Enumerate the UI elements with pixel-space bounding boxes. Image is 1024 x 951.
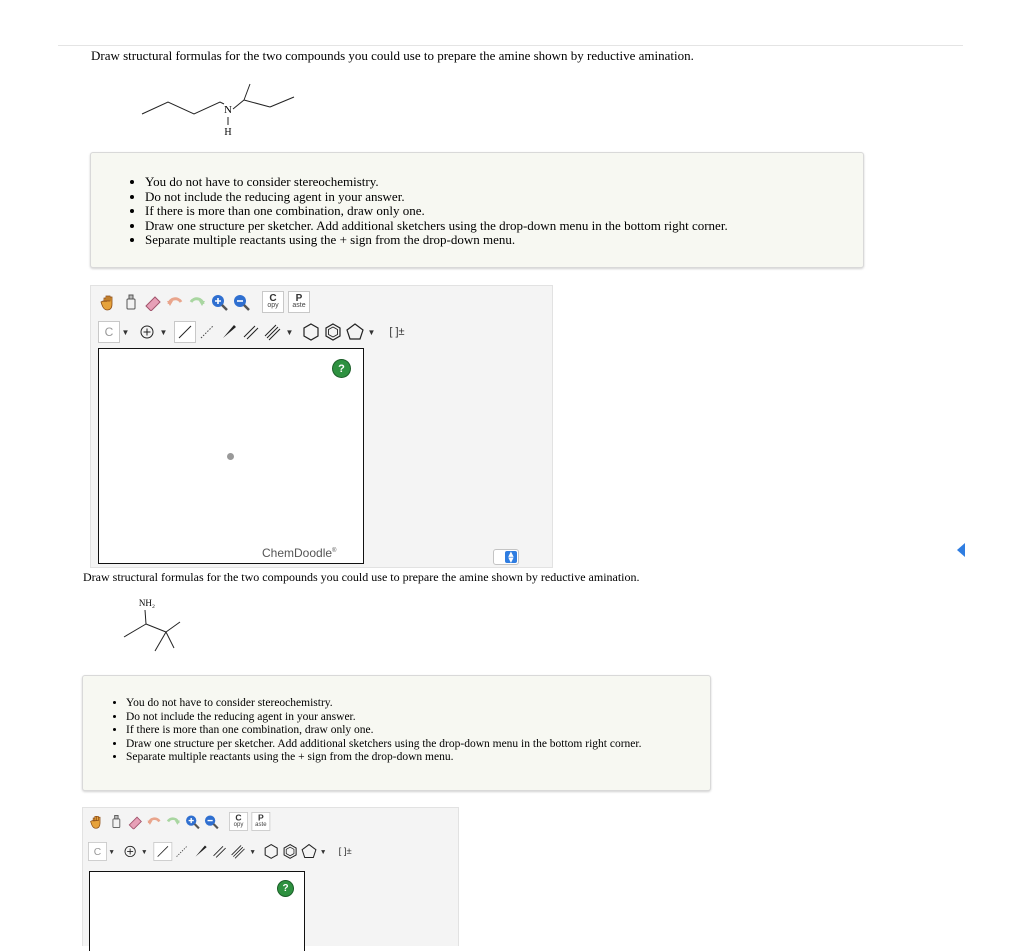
eraser-icon[interactable] [126, 812, 145, 831]
chevron-down-icon[interactable]: ▼ [140, 847, 148, 856]
instructions-box-1 [90, 152, 864, 268]
dashed-bond-icon[interactable] [196, 321, 218, 343]
list-item: • Separate multiple reactants using the + sign from the drop-down menu. [145, 233, 863, 248]
sketcher-1-toolbar-bottom [98, 321, 411, 343]
chevron-left-icon[interactable] [957, 543, 965, 557]
atom-n-label: N [224, 104, 232, 116]
redo-icon[interactable] [186, 291, 208, 313]
triple-bond-icon[interactable] [229, 842, 248, 861]
redo-icon[interactable] [164, 812, 183, 831]
cyclopentane-icon[interactable] [300, 842, 319, 861]
charge-plus-icon[interactable] [121, 842, 140, 861]
question-2-prompt: Draw structural formulas for the two compounds you could use to prepare the amine shown by reductive amination. [83, 570, 640, 584]
zoom-in-icon[interactable] [208, 291, 230, 313]
instructions-list-2 [83, 697, 710, 765]
single-bond-icon[interactable] [153, 842, 172, 861]
help-button[interactable]: ? [278, 881, 293, 896]
list-item: • Draw one structure per sketcher. Add additional sketchers using the drop-down menu in the bottom right corner. [126, 738, 710, 752]
wedge-bond-icon[interactable] [191, 842, 210, 861]
benzene-icon[interactable] [322, 321, 344, 343]
list-item: • Separate multiple reactants using the + sign from the drop-down menu. [126, 751, 710, 765]
copy-button-sublabel: opy [233, 821, 244, 828]
instructions-list-1 [91, 175, 863, 248]
chevron-down-icon[interactable]: ▼ [367, 327, 376, 337]
eraser-icon[interactable] [142, 291, 164, 313]
question-1-prompt: Draw structural formulas for the two compounds you could use to prepare the amine shown by reductive amination. [91, 48, 694, 63]
copy-button-label: C [235, 813, 242, 824]
sketcher-2 [82, 807, 459, 946]
sketcher-1-canvas[interactable] [98, 348, 364, 564]
copy-button-label: C [269, 293, 277, 304]
chevron-down-icon[interactable]: ▼ [249, 847, 257, 856]
sketcher-2-toolbar-top [88, 812, 270, 831]
single-bond-icon[interactable] [174, 321, 196, 343]
list-item: • You do not have to consider stereochemistry. [145, 175, 863, 190]
zoom-out-icon[interactable] [230, 291, 252, 313]
brand-mark: ® [332, 548, 337, 554]
add-sketcher-dropdown[interactable] [493, 549, 519, 565]
hand-icon[interactable] [88, 812, 107, 831]
hand-icon[interactable] [98, 291, 120, 313]
dashed-bond-icon[interactable] [172, 842, 191, 861]
zoom-out-icon[interactable] [202, 812, 221, 831]
instructions-box-2 [82, 675, 711, 791]
chevron-down-icon[interactable]: ▼ [159, 327, 168, 337]
cyclopentane-icon[interactable] [344, 321, 366, 343]
chevron-updown-icon: ▲ ▼ [505, 551, 517, 563]
benzene-icon[interactable] [281, 842, 300, 861]
paste-button-sublabel: aste [292, 302, 306, 309]
list-item: • If there is more than one combination, draw only one. [145, 204, 863, 219]
element-c-button[interactable]: C [88, 842, 107, 861]
nh2-label: NH₂ [138, 598, 156, 608]
paste-button-label: P [257, 813, 264, 824]
cyclohexane-icon[interactable] [262, 842, 281, 861]
top-divider [58, 45, 963, 46]
paste-button[interactable] [251, 812, 270, 831]
sketcher-2-canvas[interactable] [89, 871, 305, 951]
molecule-1-secondary-amine [136, 82, 306, 142]
chevron-down-icon[interactable]: ▼ [108, 847, 116, 856]
chevron-down-icon[interactable]: ▼ [285, 327, 294, 337]
bracket-charge-button[interactable]: [ ]± [338, 846, 352, 857]
cyclohexane-icon[interactable] [300, 321, 322, 343]
clear-icon[interactable] [120, 291, 142, 313]
molecule-2-primary-amine [118, 594, 188, 656]
undo-icon[interactable] [145, 812, 164, 831]
sketcher-1-toolbar-top [98, 291, 310, 313]
list-item: • You do not have to consider stereochemistry. [126, 697, 710, 711]
element-c-button[interactable]: C [98, 321, 120, 343]
wedge-bond-icon[interactable] [218, 321, 240, 343]
chevron-down-icon[interactable]: ▼ [121, 327, 130, 337]
atom-h-label: H [224, 127, 232, 138]
charge-plus-icon[interactable] [136, 321, 158, 343]
chevron-down-icon[interactable]: ▼ [319, 847, 327, 856]
copy-button[interactable] [229, 812, 248, 831]
bracket-charge-button[interactable]: [ ]± [389, 326, 405, 338]
list-item: • If there is more than one combination, draw only one. [126, 724, 710, 738]
cursor-dot [227, 453, 234, 460]
copy-button[interactable] [262, 291, 284, 313]
zoom-in-icon[interactable] [183, 812, 202, 831]
list-item: • Draw one structure per sketcher. Add additional sketchers using the drop-down menu in the bottom right corner. [145, 219, 863, 234]
undo-icon[interactable] [164, 291, 186, 313]
clear-icon[interactable] [107, 812, 126, 831]
help-button[interactable]: ? [333, 360, 350, 377]
copy-button-sublabel: opy [267, 302, 279, 309]
paste-button[interactable] [288, 291, 310, 313]
sketcher-2-toolbar-bottom [88, 842, 357, 861]
triple-bond-icon[interactable] [262, 321, 284, 343]
list-item: • Do not include the reducing agent in your answer. [145, 190, 863, 205]
brand-text: ChemDoodle [262, 546, 333, 560]
paste-button-sublabel: aste [255, 821, 267, 828]
chemdoodle-logo [262, 546, 336, 560]
sketcher-1 [90, 285, 553, 568]
double-bond-icon[interactable] [240, 321, 262, 343]
paste-button-label: P [295, 293, 303, 304]
double-bond-icon[interactable] [210, 842, 229, 861]
list-item: • Do not include the reducing agent in your answer. [126, 711, 710, 725]
